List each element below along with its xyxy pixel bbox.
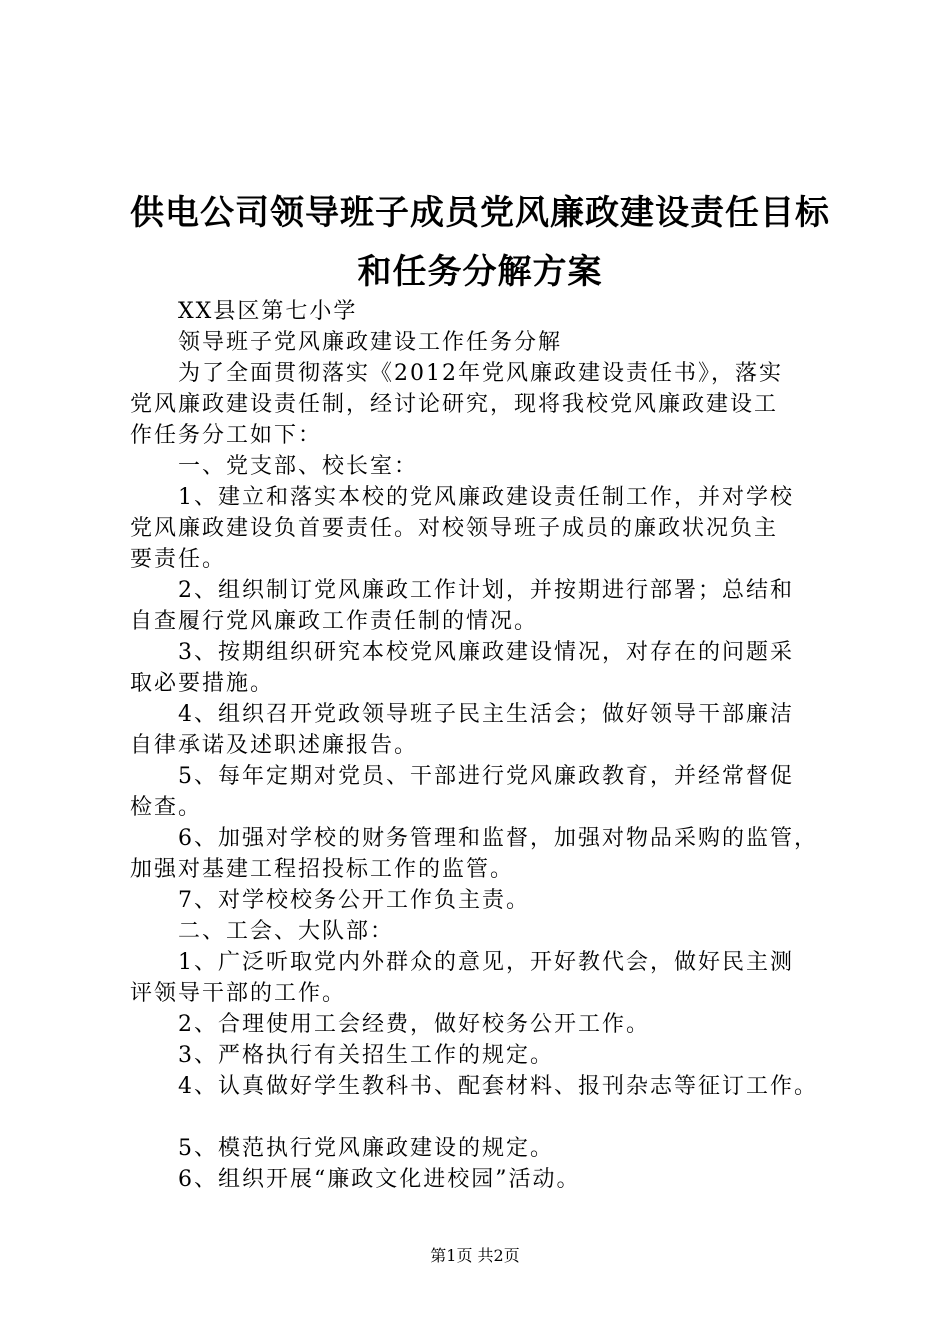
- paragraph-line: 检查。: [130, 795, 203, 820]
- paragraph-line: 作任务分工如下：: [130, 423, 323, 448]
- paragraph-line: 6、加强对学校的财务管理和监督，加强对物品采购的监管，: [178, 826, 818, 851]
- paragraph-line: 评领导干部的工作。: [130, 981, 347, 1006]
- paragraph-line: 2、合理使用工会经费，做好校务公开工作。: [178, 1012, 650, 1037]
- paragraph-line: 5、每年定期对党员、干部进行党风廉政教育，并经常督促: [178, 764, 794, 789]
- paragraph-line: 2、组织制订党风廉政工作计划，并按期进行部署；总结和: [178, 578, 794, 603]
- paragraph-line: 取必要措施。: [130, 671, 275, 696]
- paragraph-line: 4、组织召开党政领导班子民主生活会；做好领导干部廉洁: [178, 702, 794, 727]
- paragraph-line: 领导班子党风廉政建设工作任务分解: [178, 330, 563, 355]
- paragraph-line: 3、按期组织研究本校党风廉政建设情况，对存在的问题采: [178, 640, 794, 665]
- paragraph-line: XX县区第七小学: [178, 299, 358, 324]
- document-title-line-2: 和任务分解方案: [357, 252, 603, 292]
- document-body: [130, 296, 840, 1195]
- page-footer: 第1页 共2页: [430, 1246, 520, 1265]
- paragraph-line: 自查履行党风廉政工作责任制的情况。: [130, 609, 539, 634]
- paragraph-line: 加强对基建工程招投标工作的监管。: [130, 857, 515, 882]
- paragraph-line: 7、对学校校务公开工作负主责。: [178, 888, 530, 913]
- paragraph-line: 党风廉政建设负首要责任。对校领导班子成员的廉政状况负主: [130, 516, 779, 541]
- paragraph-line: 党风廉政建设责任制，经讨论研究，现将我校党风廉政建设工: [130, 392, 779, 417]
- paragraph-line: 1、建立和落实本校的党风廉政建设责任制工作，并对学校: [178, 485, 794, 510]
- paragraph-line: 一、党支部、校长室：: [178, 454, 419, 479]
- blank-line: [130, 1102, 840, 1133]
- paragraph-line: 要责任。: [130, 547, 227, 572]
- paragraph-line: 二、工会、大队部：: [178, 919, 395, 944]
- paragraph-line: 为了全面贯彻落实《2012年党风廉政建设责任书》，落实: [178, 361, 783, 386]
- paragraph-line: 5、模范执行党风廉政建设的规定。: [178, 1136, 554, 1161]
- paragraph-line: 自律承诺及述职述廉报告。: [130, 733, 419, 758]
- paragraph-line: 4、认真做好学生教科书、配套材料、报刊杂志等征订工作。: [178, 1074, 818, 1099]
- paragraph-line: 6、组织开展“廉政文化进校园”活动。: [178, 1167, 581, 1192]
- document-title-line-1: 供电公司领导班子成员党风廉政建设责任目标: [130, 193, 830, 233]
- paragraph-line: 3、严格执行有关招生工作的规定。: [178, 1043, 554, 1068]
- paragraph-line: 1、广泛听取党内外群众的意见，开好教代会，做好民主测: [178, 950, 794, 975]
